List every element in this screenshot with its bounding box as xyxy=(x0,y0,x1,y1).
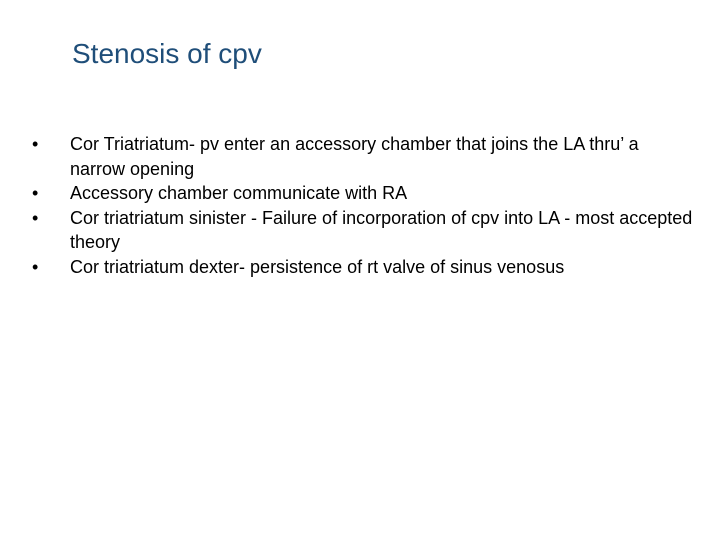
bullet-text: Cor Triatriatum- pv enter an accessory chamber that joins the LA thru’ a narrow opening xyxy=(70,134,639,179)
bullet-icon: • xyxy=(32,134,39,154)
bullet-item xyxy=(28,181,698,206)
bullet-icon: • xyxy=(32,183,39,203)
bullet-item xyxy=(28,132,698,181)
bullet-text: Cor triatriatum dexter- persistence of rt valve of sinus venosus xyxy=(70,256,565,277)
bullet-item xyxy=(28,255,698,280)
bullet-text: Accessory chamber communicate with RA xyxy=(70,183,408,203)
bullet-text: Cor triatriatum sinister - Failure of incorporation of cpv into LA - most accepted theory xyxy=(70,207,693,252)
bullet-icon: • xyxy=(32,256,39,277)
slide-title: Stenosis of cpv xyxy=(72,38,262,69)
bullet-icon: • xyxy=(32,207,39,228)
bullet-list xyxy=(28,132,698,279)
bullet-item xyxy=(28,206,698,255)
